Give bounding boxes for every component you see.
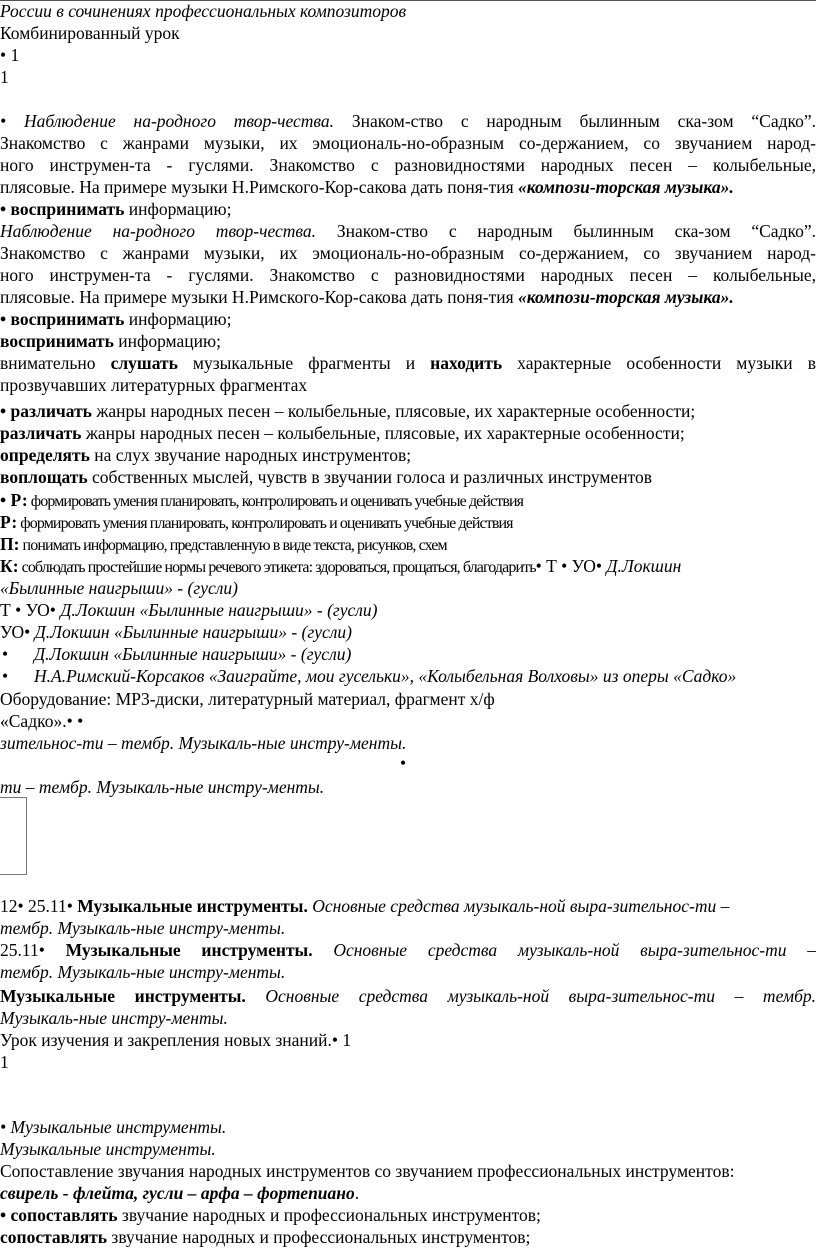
music-list-item-1: • Д.Локшин «Былинные наигрыши» - (гусли) — [2, 644, 352, 664]
lesson-type: Комбинированный урок — [0, 23, 180, 43]
stray-bullet: • — [400, 753, 407, 773]
music-line-2: УО• Д.Локшин «Былинные наигрыши» - (гусли) — [0, 622, 352, 642]
equipment-line-2: «Садко».• • — [0, 711, 84, 731]
determine-line: определять на слух звучание народных инструментов; — [0, 445, 412, 465]
listen-line-1: внимательно слушать музыкальные фрагменты и находить характерные особенности музыки в — [0, 353, 816, 373]
cognitive-line: П: понимать информацию, представленную в виде текста, рисунков, схем — [0, 534, 447, 554]
regulatory-line-1: • Р: формировать умения планировать, контролировать и оценивать учебные действия — [0, 490, 524, 510]
comparison-line-2: свирель - флейта, гусли – арфа – фортепиано. — [0, 1183, 360, 1203]
lesson-number-line: 1 — [0, 1052, 9, 1072]
music-line-1: Т • УО• Д.Локшин «Былинные наигрыши» - (гусли) — [0, 600, 378, 620]
instruments-line-3: Музыкальные инструменты. Основные средства музыкаль-ной выра-зительнос-ти – тембр. — [0, 986, 816, 1006]
equipment-line-1: Оборудование: МР3-диски, литературный материал, фрагмент х/ф — [0, 689, 495, 709]
instruments-line-3b: Музыкаль-ные инстру-менты. — [0, 1008, 228, 1028]
expressiveness-line-2: ти – тембр. Музыкаль-ные инстру-менты. — [0, 777, 325, 797]
paragraph-2-line-2: Знакомство с жанрами музыки, их эмоциональ-но-образным со-держанием, со звучанием народ- — [0, 243, 816, 263]
bullet-number: • 1 — [0, 45, 20, 65]
perceive-line-1: • воспринимать информацию; — [0, 199, 232, 219]
communicative-line-2: «Былинные наигрыши» - (гусли) — [0, 578, 238, 598]
lesson-kind-line: Урок изучения и закрепления новых знаний.• 1 — [0, 1030, 352, 1050]
instruments-line-2b: тембр. Музыкаль-ные инстру-менты. — [0, 962, 286, 982]
perceive-line-2: • воспринимать информацию; — [0, 309, 232, 329]
paragraph-1-line-4: плясовые. На примере музыки Н.Римского-Кор-сакова дать поня-тия «компози-торская музыка». — [0, 177, 734, 197]
expressiveness-line-1: зительнос-ти – тембр. Музыкаль-ные инстру-менты. — [0, 733, 407, 753]
paragraph-1-line-3: ного инструмен-та - гуслями. Знакомство с разновидностями народных песен – колыбельные, — [0, 155, 816, 175]
heading-line-1: России в сочинениях профессиональных композиторов — [0, 1, 407, 21]
perceive-line-3: воспринимать информацию; — [0, 331, 221, 351]
comparison-line-1: Сопоставление звучания народных инструментов со звучанием профессиональных инструментов: — [0, 1161, 735, 1181]
empty-frame — [0, 797, 27, 875]
listen-line-2: прозвучавших литературных фрагментах — [0, 375, 308, 395]
paragraph-1-line-1: • Наблюдение на-родного твор-чества. Знаком-ство с народным былинным ска-зом “Садко”. — [0, 111, 816, 131]
paragraph-2-line-4: плясовые. На примере музыки Н.Римского-Кор-сакова дать поня-тия «компози-торская музыка». — [0, 287, 734, 307]
paragraph-2-line-3: ного инструмен-та - гуслями. Знакомство с разновидностями народных песен – колыбельные, — [0, 265, 816, 285]
compare-task-1: • сопоставлять звучание народных и профессиональных инструментов; — [0, 1205, 541, 1225]
instruments-title-1: • Музыкальные инструменты. — [0, 1117, 227, 1137]
paragraph-2-line-1: Наблюдение на-родного твор-чества. Знаком-ство с народным былинным ска-зом “Садко”. — [0, 221, 816, 241]
instruments-title-2: Музыкальные инструменты. — [0, 1139, 216, 1159]
compare-task-2: сопоставлять звучание народных и профессиональных инструментов; — [0, 1227, 531, 1247]
communicative-line: К: соблюдать простейшие нормы речевого этикета: здороваться, прощаться, благодарить• Т • УО• Д.Локшин — [0, 556, 682, 576]
embody-line: воплощать собственных мыслей, чувств в звучании голоса и различных инструментов — [0, 467, 653, 487]
regulatory-line-2: Р: формировать умения планировать, контролировать и оценивать учебные действия — [0, 512, 513, 532]
music-list-item-2: • Н.А.Римский-Корсаков «Заиграйте, мои гусельки», «Колыбельная Волховы» из оперы «Садко» — [2, 666, 737, 686]
instruments-line-1: 12• 25.11• Музыкальные инструменты. Основные средства музыкаль-ной выра-зительнос-ти – — [0, 896, 730, 916]
number-line: 1 — [0, 67, 9, 87]
distinguish-line-1: • различать жанры народных песен – колыбельные, плясовые, их характерные особенности; — [0, 401, 696, 421]
instruments-line-2: 25.11• Музыкальные инструменты. Основные средства музыкаль-ной выра-зительнос-ти – — [0, 940, 816, 960]
instruments-line-1b: тембр. Музыкаль-ные инстру-менты. — [0, 918, 286, 938]
paragraph-1-line-2: Знакомство с жанрами музыки, их эмоциональ-но-образным со-держанием, со звучанием народ- — [0, 133, 816, 153]
distinguish-line-2: различать жанры народных песен – колыбельные, плясовые, их характерные особенности; — [0, 423, 685, 443]
